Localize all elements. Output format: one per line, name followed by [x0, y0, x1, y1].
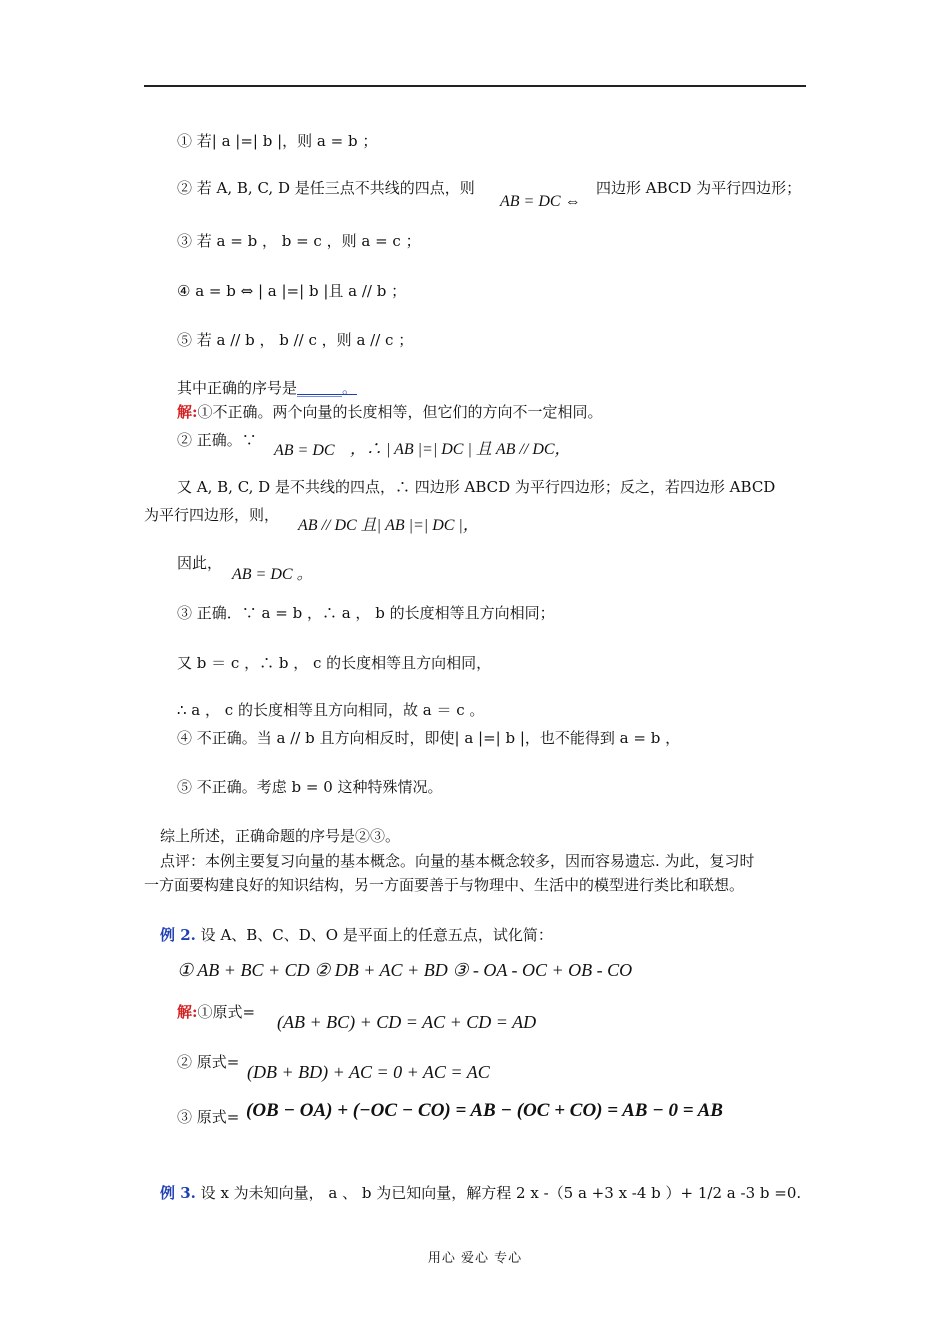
comment-line-2: 一方面要构建良好的知识结构，另一方面要善于与物理中、生活中的模型进行类比和联想。	[144, 876, 745, 894]
example-2-heading	[160, 925, 553, 945]
solution-9: ④ 不正确。当 a // b 且方向相反时，即使| a |=| b |，也不能得到 a = b ，	[177, 729, 681, 747]
example-2-solution-1-text: ①原式=	[197, 1003, 256, 1021]
statement-1: ① 若| a |=| b |，则 a = b ；	[177, 132, 378, 150]
solution-3: 又 A, B, C, D 是不共线的四点，∴ 四边形 ABCD 为平行四边形；反之，若四边形 ABCD	[177, 478, 776, 496]
statement-2-formula: AB = DC ⇔	[500, 193, 581, 210]
solution-1-text: ①不正确。两个向量的长度相等，但它们的方向不一定相同。	[197, 403, 603, 421]
statement-4: ④ a = b ⇔ | a |=| b |且 a // b ；	[177, 282, 407, 300]
question-line	[177, 378, 357, 398]
example-2-label: 例 2.	[160, 926, 196, 944]
example-2-text: 设 A、B、C、D、O 是平面上的任意五点，试化简：	[200, 926, 553, 944]
statement-2-conclusion: 四边形 ABCD 为平行四边形；	[596, 179, 802, 197]
solution-6: ③ 正确．∵ a = b ，∴ a ， b 的长度相等且方向相同；	[177, 604, 555, 622]
example-3-label: 例 3.	[160, 1184, 196, 1202]
solution-4-formula: AB // DC 且| AB |=| DC |，	[298, 517, 479, 534]
statement-5: ⑤ 若 a // b ， b // c ，则 a // c ；	[177, 331, 414, 349]
solution-5-formula: AB = DC 。	[232, 566, 313, 583]
solution-2-lead: ② 正确。∵	[177, 431, 257, 449]
example-2-solution-3-lead: ③ 原式=	[177, 1108, 240, 1126]
solution-line-1	[177, 402, 603, 422]
example-2-solution-2-lead: ② 原式=	[177, 1053, 240, 1071]
example-2-solution-3-formula: (OB − OA) + (−OC − CO) = AB − (OC + CO) = AB − 0 = AB	[246, 1100, 723, 1121]
solution-2-formula: AB = DC	[274, 442, 335, 459]
comment-line-1: 点评：本例主要复习向量的基本概念。向量的基本概念较多，因而容易遗忘. 为此，复习时	[160, 852, 755, 870]
solution-4-lead: 为平行四边形，则，	[144, 506, 280, 524]
statement-3: ③ 若 a = b ， b = c ，则 a = c ；	[177, 232, 421, 250]
example-2-solution-1-lead	[177, 1002, 255, 1022]
solution-5-lead: 因此，	[177, 554, 223, 572]
statement-2-text: ② 若 A, B, C, D 是任三点不共线的四点，则	[177, 179, 475, 197]
solution-10: ⑤ 不正确。考虑 b = 0 这种特殊情况。	[177, 778, 443, 796]
solution-2-result: ，∴ | AB |=| DC | 且 AB // DC，	[350, 441, 571, 458]
example-2-items: ① AB + BC + CD ② DB + AC + BD ③ - OA - OC + OB - CO	[177, 960, 633, 980]
example-3-text: 设 x 为未知向量， a 、 b 为已知向量，解方程 2 x -（5 a +3 x -4 b ）+ 1/2 a -3 b =0.	[200, 1184, 802, 1202]
example-3-heading	[160, 1183, 801, 1203]
page-footer: 用心 爱心 专心	[427, 1251, 523, 1266]
question-text: 其中正确的序号是	[177, 379, 298, 397]
solution-8: ∴ a ， c 的长度相等且方向相同，故 a ＝ c 。	[177, 701, 485, 719]
example-2-solution-2-formula: (DB + BD) + AC = 0 + AC = AC	[247, 1062, 490, 1082]
example-2-solution-label: 解:	[177, 1003, 198, 1021]
solution-7: 又 b ＝ c ，∴ b ， c 的长度相等且方向相同，	[177, 654, 492, 672]
solution-label: 解:	[177, 403, 198, 421]
answer-blank: ______。	[297, 379, 358, 397]
header-rule	[144, 85, 806, 87]
summary: 综上所述，正确命题的序号是②③。	[160, 827, 401, 845]
example-2-solution-1-formula: (AB + BC) + CD = AC + CD = AD	[277, 1012, 537, 1032]
